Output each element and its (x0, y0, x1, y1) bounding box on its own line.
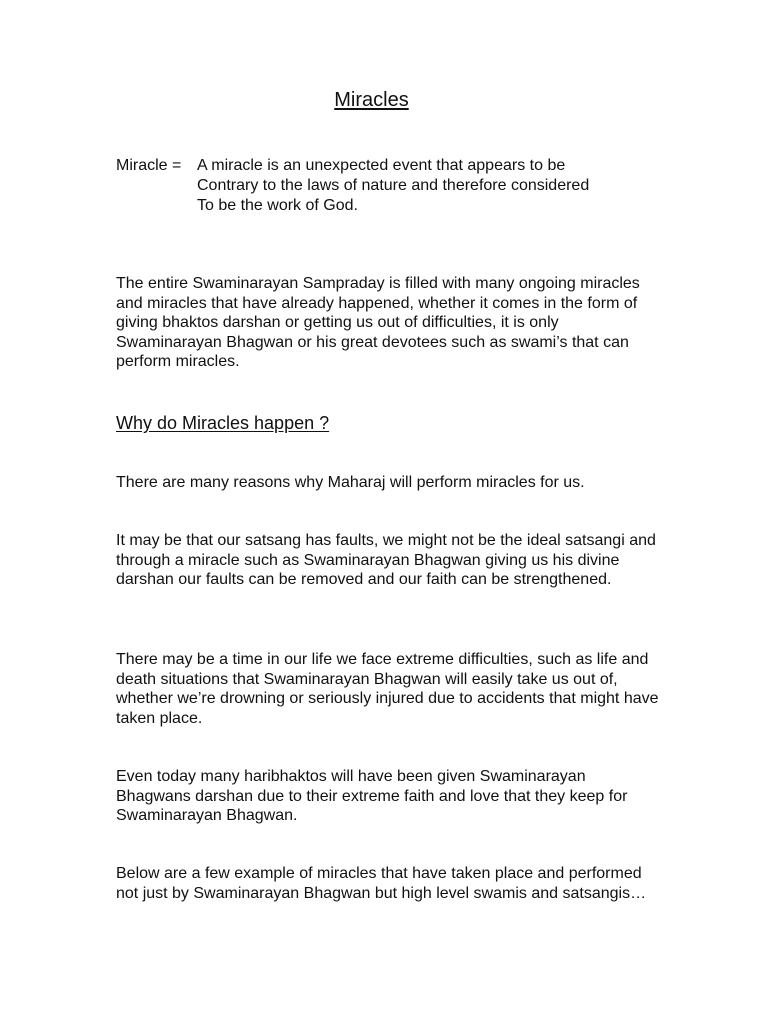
body-paragraph: Even today many haribhaktos will have been given Swaminarayan Bhagwans darshan due to their extreme faith and love that they keep for Swaminarayan Bhagwan. (116, 768, 628, 825)
body-paragraph: There may be a time in our life we face extreme difficulties, such as life and death situations that Swaminarayan Bhagwan will easily take us out of, whether we’re drowning or seriously injured due to accidents that might have taken place. (116, 651, 659, 727)
definition-term: Miracle = (116, 157, 182, 174)
intro-paragraph: The entire Swaminarayan Sampraday is filled with many ongoing miracles and miracles that have already happened, whether it comes in the form of giving bhaktos darshan or getting us out of difficulties, it is only Swaminarayan Bhagwan or his great devotees such as swami’s that can perform miracles. (116, 275, 640, 371)
body-paragraph: Below are a few example of miracles that have taken place and performed not just by Swaminarayan Bhagwan but high level swamis and satsangis… (116, 865, 647, 902)
definition-text (197, 156, 677, 216)
definition-line: To be the work of God. (197, 197, 358, 214)
body-paragraph: It may be that our satsang has faults, we might not be the ideal satsangi and through a miracle such as Swaminarayan Bhagwan giving us his divine darshan our faults can be removed and our faith can be strengthened. (116, 532, 656, 589)
definition-line: Contrary to the laws of nature and therefore considered (197, 177, 590, 194)
body-paragraph: There are many reasons why Maharaj will perform miracles for us. (116, 474, 585, 491)
definition-line: A miracle is an unexpected event that appears to be (197, 157, 566, 174)
page-title: Miracles (334, 89, 409, 111)
section-heading: Why do Miracles happen ? (116, 413, 330, 433)
